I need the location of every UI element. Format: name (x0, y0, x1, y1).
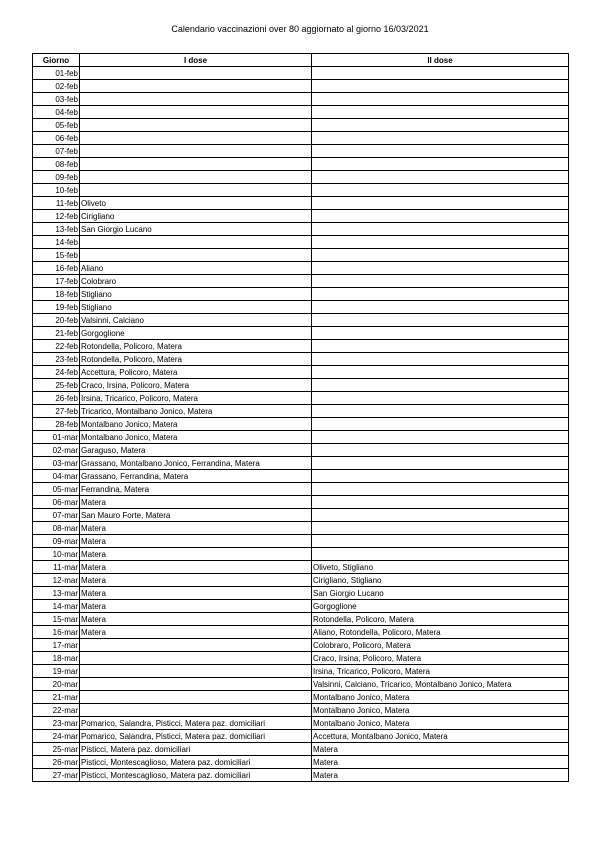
second-dose-cell (312, 353, 569, 366)
first-dose-cell: Cirigliano (80, 210, 312, 223)
first-dose-cell: Accettura, Policoro, Matera (80, 366, 312, 379)
first-dose-cell: Ferrandina, Matera (80, 483, 312, 496)
first-dose-cell: Matera (80, 574, 312, 587)
first-dose-cell (80, 119, 312, 132)
day-cell: 09-feb (33, 171, 80, 184)
table-row (33, 587, 569, 600)
day-cell: 18-mar (33, 652, 80, 665)
table-row (33, 236, 569, 249)
second-dose-cell (312, 314, 569, 327)
second-dose-cell (312, 392, 569, 405)
first-dose-cell: Pisticci, Montescaglioso, Matera paz. domiciliari (80, 769, 312, 782)
day-cell: 08-mar (33, 522, 80, 535)
table-row (33, 730, 569, 743)
second-dose-cell: San Giorgio Lucano (312, 587, 569, 600)
first-dose-cell: Pomarico, Salandra, Pisticci, Matera paz. domiciliari (80, 730, 312, 743)
second-dose-cell (312, 366, 569, 379)
first-dose-cell: San Giorgio Lucano (80, 223, 312, 236)
day-cell: 25-mar (33, 743, 80, 756)
first-dose-cell: Colobraro (80, 275, 312, 288)
day-cell: 22-mar (33, 704, 80, 717)
first-dose-cell: Matera (80, 587, 312, 600)
first-dose-cell: Montalbano Jonico, Matera (80, 418, 312, 431)
first-dose-cell (80, 665, 312, 678)
second-dose-cell (312, 171, 569, 184)
second-dose-cell (312, 327, 569, 340)
table-row (33, 509, 569, 522)
first-dose-cell: Aliano (80, 262, 312, 275)
second-dose-cell (312, 405, 569, 418)
first-dose-cell (80, 67, 312, 80)
day-cell: 12-mar (33, 574, 80, 587)
table-row (33, 418, 569, 431)
first-dose-cell (80, 158, 312, 171)
day-cell: 02-mar (33, 444, 80, 457)
day-cell: 23-mar (33, 717, 80, 730)
second-dose-cell (312, 93, 569, 106)
first-dose-cell: Stigliano (80, 301, 312, 314)
second-dose-cell (312, 67, 569, 80)
second-dose-cell (312, 340, 569, 353)
day-cell: 03-feb (33, 93, 80, 106)
first-dose-cell: San Mauro Forte, Matera (80, 509, 312, 522)
table-row (33, 522, 569, 535)
day-cell: 10-feb (33, 184, 80, 197)
day-cell: 27-feb (33, 405, 80, 418)
second-dose-cell: Craco, Irsina, Policoro, Matera (312, 652, 569, 665)
first-dose-cell (80, 80, 312, 93)
second-dose-cell: Valsinni, Calciano, Tricarico, Montalbano Jonico, Matera (312, 678, 569, 691)
table-row (33, 405, 569, 418)
day-cell: 07-mar (33, 509, 80, 522)
day-cell: 11-mar (33, 561, 80, 574)
day-cell: 06-feb (33, 132, 80, 145)
second-dose-cell: Matera (312, 769, 569, 782)
day-cell: 13-mar (33, 587, 80, 600)
table-row (33, 431, 569, 444)
second-dose-cell: Oliveto, Stigliano (312, 561, 569, 574)
table-row (33, 756, 569, 769)
first-dose-cell: Matera (80, 626, 312, 639)
first-dose-cell: Oliveto (80, 197, 312, 210)
vaccination-calendar-table (32, 53, 569, 782)
first-dose-cell (80, 652, 312, 665)
second-dose-cell (312, 80, 569, 93)
second-dose-cell: Cirigliano, Stigliano (312, 574, 569, 587)
day-cell: 14-feb (33, 236, 80, 249)
table-row (33, 132, 569, 145)
day-cell: 26-feb (33, 392, 80, 405)
second-dose-cell (312, 496, 569, 509)
day-cell: 24-mar (33, 730, 80, 743)
table-row (33, 184, 569, 197)
second-dose-cell: Accettura, Montalbano Jonico, Matera (312, 730, 569, 743)
day-cell: 18-feb (33, 288, 80, 301)
day-cell: 13-feb (33, 223, 80, 236)
first-dose-cell: Stigliano (80, 288, 312, 301)
second-dose-cell (312, 522, 569, 535)
second-dose-cell (312, 158, 569, 171)
day-cell: 10-mar (33, 548, 80, 561)
day-cell: 12-feb (33, 210, 80, 223)
first-dose-cell: Craco, Irsina, Policoro, Matera (80, 379, 312, 392)
first-dose-cell (80, 678, 312, 691)
second-dose-cell: Matera (312, 743, 569, 756)
day-cell: 01-feb (33, 67, 80, 80)
second-dose-cell (312, 132, 569, 145)
table-row (33, 600, 569, 613)
first-dose-cell: Matera (80, 600, 312, 613)
second-dose-cell (312, 548, 569, 561)
first-dose-cell: Matera (80, 561, 312, 574)
first-dose-cell: Pisticci, Montescaglioso, Matera paz. domiciliari (80, 756, 312, 769)
table-row (33, 67, 569, 80)
day-cell: 28-feb (33, 418, 80, 431)
first-dose-cell (80, 704, 312, 717)
table-row (33, 262, 569, 275)
second-dose-cell (312, 509, 569, 522)
first-dose-cell (80, 132, 312, 145)
day-cell: 16-feb (33, 262, 80, 275)
first-dose-cell: Matera (80, 522, 312, 535)
day-cell: 08-feb (33, 158, 80, 171)
table-row (33, 106, 569, 119)
second-dose-cell (312, 431, 569, 444)
day-cell: 20-mar (33, 678, 80, 691)
table-row (33, 249, 569, 262)
document-title: Calendario vaccinazioni over 80 aggiornato al giorno 16/03/2021 (171, 24, 429, 34)
first-dose-cell (80, 639, 312, 652)
first-dose-cell (80, 184, 312, 197)
day-cell: 20-feb (33, 314, 80, 327)
second-dose-cell (312, 119, 569, 132)
day-cell: 15-feb (33, 249, 80, 262)
header-row (33, 54, 569, 67)
table-row (33, 470, 569, 483)
table-row (33, 366, 569, 379)
first-dose-cell: Matera (80, 613, 312, 626)
first-dose-cell (80, 106, 312, 119)
table-row (33, 80, 569, 93)
first-dose-cell: Rotondella, Policoro, Matera (80, 353, 312, 366)
second-dose-cell (312, 535, 569, 548)
table-row (33, 314, 569, 327)
second-dose-cell: Montalbano Jonico, Matera (312, 704, 569, 717)
second-dose-cell (312, 379, 569, 392)
second-dose-cell (312, 197, 569, 210)
first-dose-cell (80, 236, 312, 249)
day-cell: 03-mar (33, 457, 80, 470)
day-cell: 02-feb (33, 80, 80, 93)
second-dose-cell: Gorgoglione (312, 600, 569, 613)
table-row (33, 639, 569, 652)
table-row (33, 678, 569, 691)
second-dose-cell (312, 210, 569, 223)
table-row (33, 340, 569, 353)
day-cell: 23-feb (33, 353, 80, 366)
first-dose-cell (80, 145, 312, 158)
table-row (33, 145, 569, 158)
table-row (33, 327, 569, 340)
second-dose-cell (312, 418, 569, 431)
day-cell: 16-mar (33, 626, 80, 639)
second-dose-cell: Aliano, Rotondella, Policoro, Matera (312, 626, 569, 639)
second-dose-cell (312, 457, 569, 470)
day-cell: 01-mar (33, 431, 80, 444)
table-row (33, 717, 569, 730)
table-row (33, 613, 569, 626)
table-row (33, 197, 569, 210)
day-cell: 17-feb (33, 275, 80, 288)
table-row (33, 704, 569, 717)
day-cell: 11-feb (33, 197, 80, 210)
table-row (33, 119, 569, 132)
table-row (33, 379, 569, 392)
day-cell: 25-feb (33, 379, 80, 392)
day-cell: 05-mar (33, 483, 80, 496)
first-dose-cell: Matera (80, 548, 312, 561)
day-cell: 09-mar (33, 535, 80, 548)
table-row (33, 535, 569, 548)
day-cell: 22-feb (33, 340, 80, 353)
day-cell: 21-feb (33, 327, 80, 340)
table-row (33, 652, 569, 665)
second-dose-cell: Montalbano Jonico, Matera (312, 717, 569, 730)
first-dose-cell: Irsina, Tricarico, Policoro, Matera (80, 392, 312, 405)
first-dose-cell (80, 93, 312, 106)
column-header-first-dose: I dose (80, 54, 312, 67)
day-cell: 06-mar (33, 496, 80, 509)
day-cell: 04-feb (33, 106, 80, 119)
first-dose-cell: Grassano, Montalbano Jonico, Ferrandina, Matera (80, 457, 312, 470)
table-row (33, 223, 569, 236)
table-row (33, 483, 569, 496)
table-row (33, 769, 569, 782)
second-dose-cell (312, 470, 569, 483)
column-header-second-dose: II dose (312, 54, 569, 67)
first-dose-cell: Valsinni, Calciano (80, 314, 312, 327)
table-row (33, 496, 569, 509)
first-dose-cell: Gorgoglione (80, 327, 312, 340)
table-row (33, 353, 569, 366)
table-row (33, 392, 569, 405)
day-cell: 26-mar (33, 756, 80, 769)
second-dose-cell: Irsina, Tricarico, Policoro, Matera (312, 665, 569, 678)
first-dose-cell: Pisticci, Matera paz. domiciliari (80, 743, 312, 756)
table-row (33, 301, 569, 314)
second-dose-cell: Rotondella, Policoro, Matera (312, 613, 569, 626)
first-dose-cell (80, 691, 312, 704)
table-row (33, 444, 569, 457)
second-dose-cell (312, 145, 569, 158)
table-row (33, 743, 569, 756)
day-cell: 21-mar (33, 691, 80, 704)
day-cell: 14-mar (33, 600, 80, 613)
table-row (33, 561, 569, 574)
table-row (33, 275, 569, 288)
first-dose-cell (80, 171, 312, 184)
day-cell: 24-feb (33, 366, 80, 379)
first-dose-cell: Matera (80, 535, 312, 548)
second-dose-cell (312, 483, 569, 496)
table-row (33, 158, 569, 171)
first-dose-cell: Tricarico, Montalbano Jonico, Matera (80, 405, 312, 418)
second-dose-cell (312, 275, 569, 288)
column-header-giorno: Giorno (33, 54, 80, 67)
second-dose-cell (312, 301, 569, 314)
first-dose-cell: Matera (80, 496, 312, 509)
day-cell: 19-feb (33, 301, 80, 314)
first-dose-cell: Pomarico, Salandra, Pisticci, Matera paz. domiciliari (80, 717, 312, 730)
day-cell: 05-feb (33, 119, 80, 132)
table-row (33, 288, 569, 301)
second-dose-cell (312, 262, 569, 275)
first-dose-cell: Grassano, Ferrandina, Matera (80, 470, 312, 483)
day-cell: 04-mar (33, 470, 80, 483)
table-row (33, 210, 569, 223)
day-cell: 07-feb (33, 145, 80, 158)
second-dose-cell: Montalbano Jonico, Matera (312, 691, 569, 704)
first-dose-cell (80, 249, 312, 262)
second-dose-cell (312, 106, 569, 119)
second-dose-cell (312, 223, 569, 236)
day-cell: 15-mar (33, 613, 80, 626)
second-dose-cell (312, 288, 569, 301)
second-dose-cell (312, 236, 569, 249)
table-row (33, 665, 569, 678)
table-row (33, 457, 569, 470)
table-row (33, 93, 569, 106)
first-dose-cell: Montalbano Jonico, Matera (80, 431, 312, 444)
table-row (33, 626, 569, 639)
second-dose-cell (312, 184, 569, 197)
day-cell: 19-mar (33, 665, 80, 678)
day-cell: 17-mar (33, 639, 80, 652)
table-row (33, 691, 569, 704)
first-dose-cell: Rotondella, Policoro, Matera (80, 340, 312, 353)
first-dose-cell: Garaguso, Matera (80, 444, 312, 457)
second-dose-cell: Matera (312, 756, 569, 769)
second-dose-cell (312, 444, 569, 457)
table-row (33, 548, 569, 561)
table-row (33, 574, 569, 587)
day-cell: 27-mar (33, 769, 80, 782)
second-dose-cell: Colobraro, Policoro, Matera (312, 639, 569, 652)
table-row (33, 171, 569, 184)
second-dose-cell (312, 249, 569, 262)
